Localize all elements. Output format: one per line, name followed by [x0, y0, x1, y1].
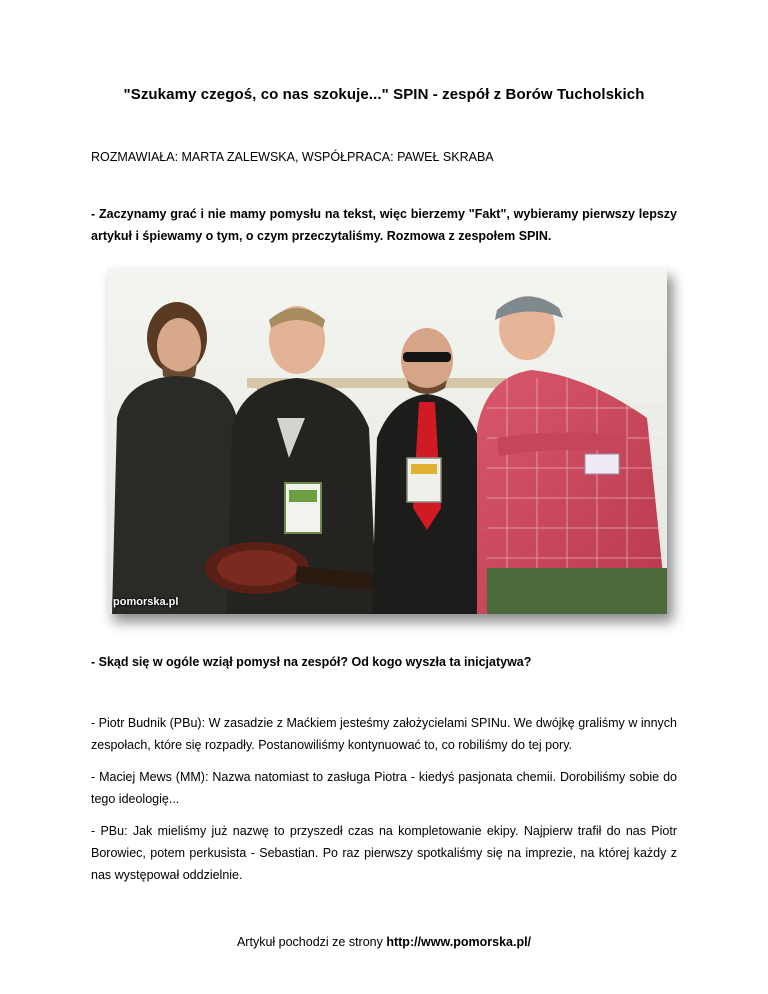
answer-paragraph: - PBu: Jak mieliśmy już nazwę to przyszedł czas na kompletowanie ekipy. Najpierw trafił do nas Piotr Borowiec, potem perkusista - Sebastian. Po raz pierwszy spotkaliśmy się na imprezie, na której każdy z nas występował oddzielnie.: [91, 824, 677, 882]
band-photo: [107, 268, 667, 614]
source-link[interactable]: http://www.pomorska.pl/: [386, 935, 532, 949]
interview-question: - Skąd się w ogóle wziął pomysł na zespół? Od kogo wyszła ta inicjatywa?: [91, 655, 532, 669]
source-footer: [0, 935, 768, 949]
photo-credit: pomorska.pl: [113, 596, 179, 608]
article-title: "Szukamy czegoś, co nas szokuje..." SPIN - zespół z Borów Tucholskich: [123, 86, 645, 103]
answer-paragraph: - Maciej Mews (MM): Nazwa natomiast to zasługa Piotra - kiedyś pasjonata chemii. Dorobiliśmy sobie do tego ideologię...: [91, 770, 677, 806]
byline: ROZMAWIAŁA: MARTA ZALEWSKA, WSPÓŁPRACA: PAWEŁ SKRABA: [91, 150, 494, 164]
article-lead: - Zaczynamy grać i nie mamy pomysłu na tekst, więc bierzemy "Fakt", wybieramy pierwszy lepszy artykuł i śpiewamy o tym, o czym przeczytaliśmy. Rozmowa z zespołem SPIN.: [91, 207, 677, 243]
band-photo-illustration: [107, 268, 667, 614]
footer-prefix: Artykuł pochodzi ze strony: [236, 935, 387, 949]
answer-paragraph: - Piotr Budnik (PBu): W zasadzie z Maćkiem jesteśmy założycielami SPINu. We dwójkę graliśmy w innych zespołach, które się rozpadły. Postanowiliśmy kontynuować to, co robiliśmy do tej pory.: [91, 716, 677, 752]
